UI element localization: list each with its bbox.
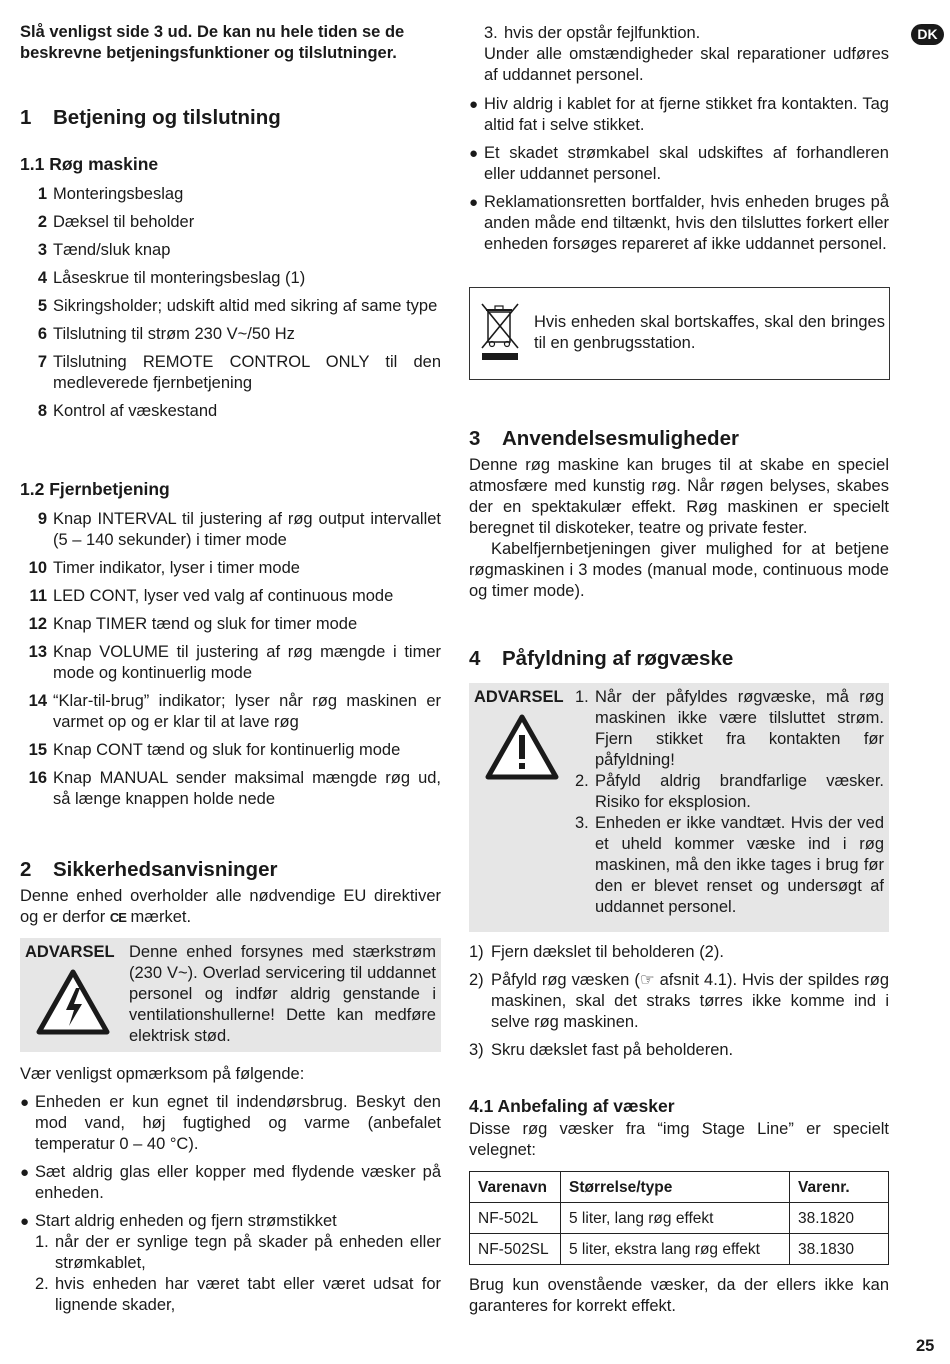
warning-item-text: Påfyld aldrig brandfarlige væsker. Risiko for eksplosion. [595,772,884,811]
section-3-paragraph-1: Denne røg maskine kan bruges til at skabe en speciel atmosfære med kunstig røg. Når røgen belyses, skabes der en spektakulær effekt. Røg maskinen er specielt beregnet til diskoteker, teatre og private fester. [469,456,889,537]
part-description: Tilslutning til strøm 230 V~/50 Hz [53,325,295,343]
part-number: 5 [37,297,47,315]
part-number: 8 [37,402,47,420]
part-number: 15 [28,741,47,759]
part-number: 3 [37,241,47,259]
part-number: 16 [28,769,47,787]
bullet-icon: ● [469,194,479,211]
parts-list-item [20,296,441,317]
bullet-icon: ● [20,1094,30,1111]
bullet-text: Et skadet strømkabel skal udskiftes af forhandleren eller uddannet personel. [484,144,889,183]
parts-list-item [20,352,441,394]
section-4-number: 4 [469,647,481,670]
part-number: 10 [28,559,47,577]
bullet-text: Start aldrig enheden og fjern strømstikket [35,1212,337,1230]
part-number: 7 [37,353,47,371]
parts-list-item [20,268,441,289]
parts-list-item [20,642,441,684]
part-description: LED CONT, lyser ved valg af continuous mode [53,587,394,605]
subsection-4-1-text: Disse røg væsker fra “img Stage Line” er specielt velegnet: [469,1120,889,1159]
warning-label: ADVARSEL [474,688,564,706]
section-3-title: Anvendelsesmuligheder [502,427,739,450]
step-number: 2) [469,971,484,989]
table-header: Varenr. [790,1172,889,1203]
parts-list-item [20,184,441,205]
section-4-title: Påfyldning af røgvæske [502,647,734,670]
bullet-block [35,1211,441,1316]
parts-list-remote [20,509,441,817]
warning-item-number: 2. [575,772,589,790]
refill-steps [469,942,889,1061]
parts-list-item [20,614,441,635]
part-description: Knap VOLUME til justering af røg mængde i timer mode og kontinuerlig mode [53,643,441,682]
part-number: 13 [28,643,47,661]
step-text: Fjern dækslet til beholderen (2). [491,943,724,961]
section-3-body [469,455,889,602]
parts-list-item [20,740,441,761]
refill-warning-list [575,687,884,918]
sub-number: 3. [484,24,498,42]
bullet-text: Enheden er kun egnet til indendørsbrug. Beskyt den mod vand, høj fugtighed og varme (anbefalet temperatur 0 – 40 °C). [35,1093,441,1153]
sub-text: hvis der opstår fejlfunktion. [504,24,701,42]
sub-item [484,23,889,44]
part-description: Dæksel til beholder [53,213,195,231]
section-2-title: Sikkerhedsanvisninger [53,858,278,881]
part-description: Tænd/sluk knap [53,241,171,259]
bullet-icon: ● [20,1213,30,1230]
electric-warning-box [20,938,441,1052]
language-badge: DK [911,24,944,45]
warning-item-text: Enheden er ikke vandtæt. Hvis der ved et uheld kommer væske ind i røg maskinen, må den ikke tages i brug før den er blevet renset og undersøgt af uddannet personel. [595,814,884,916]
subsection-1-2-title: 1.2 Fjernbetjening [20,479,170,499]
ce-text-after: mærket. [130,908,192,926]
section-3-heading [469,427,739,451]
section-3-paragraph-2: Kabelfjernbetjeningen giver mulighed for at betjene røgmaskinen i 3 modes (manual mode, continuous mode og timer mode). [469,540,889,600]
section-1-number: 1 [20,106,32,129]
step-number: 1) [469,943,484,961]
sub-item [35,1274,441,1316]
part-description: Timer indikator, lyser i timer mode [53,559,300,577]
part-description: Knap CONT tænd og sluk for kontinuerlig mode [53,741,401,759]
table-cell: 38.1830 [790,1234,889,1265]
sub-number: 1. [35,1233,49,1251]
section-2-intro [20,886,441,928]
sub-text: hvis enheden har været tabt eller været udsat for lignende skader, [55,1275,441,1314]
bullet-continuation [484,23,889,86]
sub-item [35,1232,441,1274]
parts-list-machine [20,184,441,429]
attention-note: Vær venligst opmærksom på følgende: [20,1065,305,1083]
step-text: Skru dækslet fast på beholderen. [491,1041,734,1059]
bullet-item [20,1092,441,1155]
bullet-text: Hiv aldrig i kablet for at fjerne stikket fra kontakten. Tag altid fat i selve stikket. [484,95,889,134]
part-number: 12 [28,615,47,633]
bullet-icon: ● [20,1164,30,1181]
warning-item [575,813,884,918]
table-cell: NF-502SL [470,1234,561,1265]
ce-text-before: Denne enhed overholder alle nødvendige EU direktiver og er derfor [20,887,441,926]
parts-list-item [20,586,441,607]
parts-list-item [20,212,441,233]
part-number: 9 [37,510,47,528]
electric-warning-text: Denne enhed forsynes med stærkstrøm (230 V~). Overlad servicering til uddannet personel og indfør aldrig genstande i ventilationshullerne! Dette kan medføre elektrisk stød. [129,943,436,1045]
parts-list-item [20,324,441,345]
table-header: Størrelse/type [561,1172,790,1203]
parts-list-item [20,401,441,422]
warning-item [575,771,884,813]
step-item [469,942,889,963]
exclamation-warning-icon [485,713,559,781]
parts-list-item [20,240,441,261]
part-number: 2 [37,213,47,231]
intro-text: Slå venligst side 3 ud. De kan nu hele tiden se de beskrevne betjeningsfunktioner og tilslutninger. [20,23,405,62]
part-number: 14 [28,692,47,710]
disposal-text: Hvis enheden skal bortskaffes, skal den bringes til en genbrugsstation. [534,313,885,352]
section-2-number: 2 [20,858,32,881]
section-1-title: Betjening og tilslutning [53,106,281,129]
table-cell: 5 liter, lang røg effekt [561,1203,790,1234]
table-cell: 38.1820 [790,1203,889,1234]
part-description: Knap INTERVAL til justering af røg output intervallet (5 – 140 sekunder) i timer mode [53,510,441,549]
warning-item-number: 1. [575,688,589,706]
part-number: 4 [37,269,47,287]
bullet-item [469,192,889,255]
parts-list-item [20,691,441,733]
table-cell: NF-502L [470,1203,561,1234]
safety-bullets-left [20,1092,441,1316]
step-text: Påfyld røg væsken (☞ afsnit 4.1). Hvis der spildes røg maskinen, skal det straks tørres ikke komme ind i selve røg maskinen. [491,971,889,1031]
sub-number: 2. [35,1275,49,1293]
parts-list-item [20,558,441,579]
part-description: Monteringsbeslag [53,185,184,203]
fluids-table [469,1171,889,1265]
part-description: Knap TIMER tænd og sluk for timer mode [53,615,358,633]
safety-bullets-right [469,94,889,262]
part-description: Knap MANUAL sender maksimal mængde røg ud, så længe knappen holde nede [53,769,441,808]
refill-warning-box [469,683,889,932]
table-header: Varenavn [470,1172,561,1203]
part-number: 1 [37,185,47,203]
page-number: 25 [916,1337,935,1355]
sub-text: når der er synlige tegn på skader på enheden eller strømkablet, [55,1233,441,1272]
part-description: Sikringsholder; udskift altid med sikring af same type [53,297,438,315]
bullet-item [20,1211,441,1316]
part-description: Kontrol af væskestand [53,402,218,420]
warning-label: ADVARSEL [25,943,115,961]
parts-list-item [20,768,441,810]
subsection-4-1-title: 4.1 Anbefaling af væsker [469,1096,675,1116]
step-item [469,970,889,1033]
wheelie-bin-crossed-icon [478,300,522,362]
part-description: Låseskrue til monteringsbeslag (1) [53,269,306,287]
part-number: 6 [37,325,47,343]
section-1-heading [20,106,281,130]
section-2-heading [20,858,277,882]
bullet-tail-text: Under alle omstændigheder skal reparationer udføres af uddannet personel. [484,45,889,84]
bullet-icon: ● [469,145,479,162]
section-3-number: 3 [469,427,481,450]
table-row [470,1234,889,1265]
bullet-text: Sæt aldrig glas eller kopper med flydende væsker på enheden. [35,1163,441,1202]
bullet-item [20,1162,441,1204]
disposal-box [469,287,890,380]
warning-item-number: 3. [575,814,589,832]
part-description: “Klar-til-brug” indikator; lyser når røg maskinen er varmet op og er klar til at lave røg [53,692,441,731]
warning-item [575,687,884,771]
table-row [470,1203,889,1234]
step-item [469,1040,889,1061]
footer-note: Brug kun ovenstående væsker, da der ellers ikke kan garanteres for korrekt effekt. [469,1276,889,1315]
ce-mark: CE [109,910,126,925]
subsection-1-1-title: 1.1 Røg maskine [20,154,159,174]
step-number: 3) [469,1041,484,1059]
bullet-text: Reklamationsretten bortfalder, hvis enheden bruges på anden måde end tiltænkt, hvis den tilsluttes forkert eller enheden forsøges repareret af ikke uddannet personel. [484,193,889,253]
warning-item-text: Når der påfyldes røgvæske, må røg maskinen ikke være tilsluttet strøm. Fjern stikket fra kontakten før påfyldning! [595,688,884,769]
section-4-heading [469,647,733,671]
bullet-icon: ● [469,96,479,113]
part-number: 11 [29,587,47,605]
bullet-item [469,143,889,185]
part-description: Tilslutning REMOTE CONTROL ONLY til den medleverede fjernbetjening [53,353,441,392]
table-header-row [470,1172,889,1203]
table-cell: 5 liter, ekstra lang røg effekt [561,1234,790,1265]
high-voltage-icon [36,968,110,1036]
parts-list-item [20,509,441,551]
bullet-item [469,94,889,136]
